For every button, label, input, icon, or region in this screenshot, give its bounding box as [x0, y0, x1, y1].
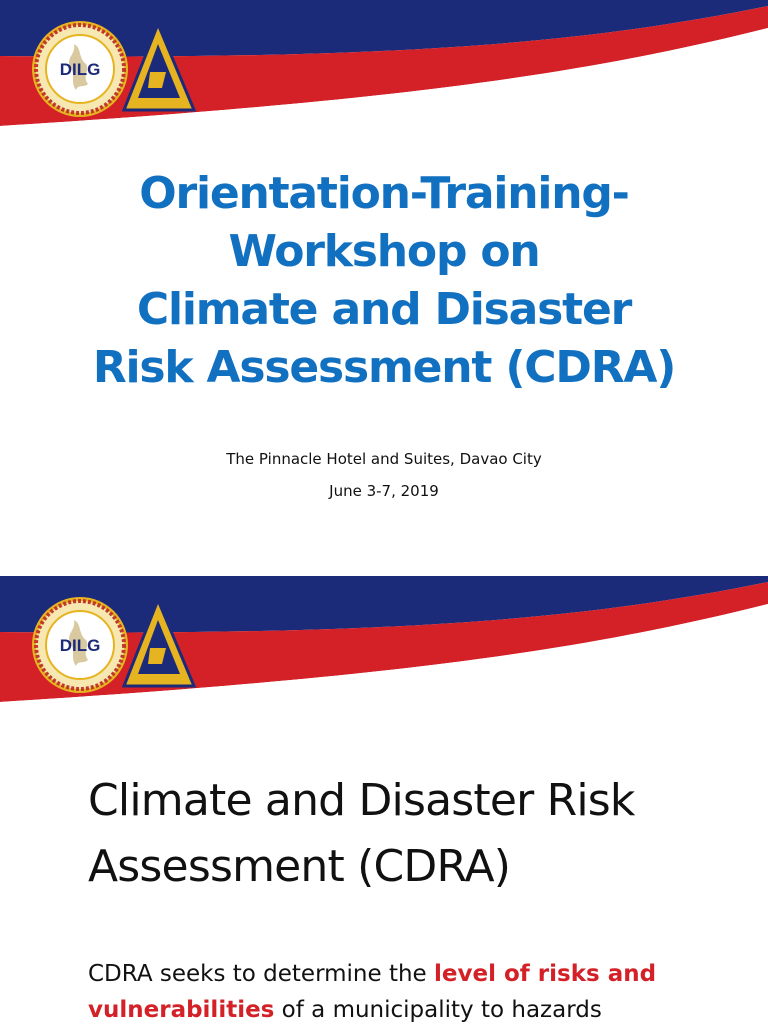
lga-triangle-icon — [124, 24, 194, 110]
cdra-title — [88, 768, 748, 900]
date-text: June 3-7, 2019 — [329, 482, 439, 500]
cdra-title-line: Climate and Disaster Risk — [88, 775, 635, 826]
workshop-title-line: Workshop on — [228, 226, 540, 277]
logo-group — [30, 14, 200, 124]
slide-2 — [0, 576, 768, 1024]
lga-triangle-icon — [124, 600, 194, 686]
workshop-title-line: Orientation-Training- — [139, 168, 629, 219]
workshop-title-line: Risk Assessment (CDRA) — [92, 342, 676, 393]
dilg-seal-icon — [32, 597, 128, 693]
workshop-title — [0, 165, 768, 397]
description-text: of a municipality to hazards — [274, 997, 602, 1023]
description-highlight: level of risks and vulnerabilities — [88, 961, 657, 1023]
description-text: CDRA seeks to determine the — [88, 961, 435, 987]
cdra-title-line: Assessment (CDRA) — [88, 841, 511, 892]
cdra-description — [88, 956, 748, 1024]
dilg-logo-text: DILG — [59, 636, 101, 655]
dilg-logo-text: DILG — [59, 60, 101, 79]
dilg-seal-icon — [32, 21, 128, 117]
workshop-title-line: Climate and Disaster — [136, 284, 632, 335]
logo-group — [30, 590, 200, 700]
venue-text: The Pinnacle Hotel and Suites, Davao City — [226, 450, 542, 468]
